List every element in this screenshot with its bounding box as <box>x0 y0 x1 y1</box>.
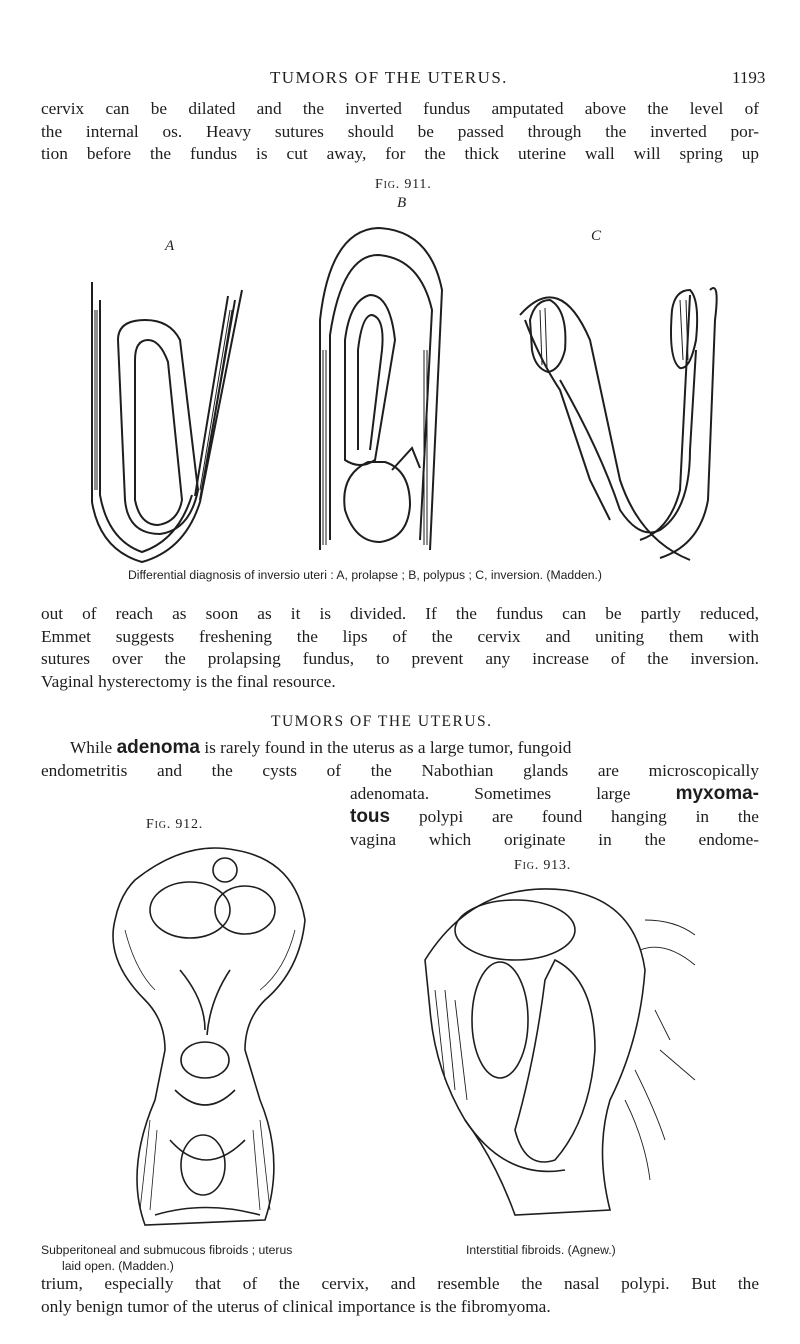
figure-letter-b: B <box>397 195 407 211</box>
term-adenoma: adenoma <box>116 737 200 758</box>
figure-label-912: Fig. 912. <box>146 817 204 832</box>
running-header <box>0 68 800 92</box>
figure-label-911: Fig. 911. <box>375 177 432 192</box>
paragraph-tumors-line5 <box>350 829 759 852</box>
text-line: out of reach as soon as it is divided. If the fundus can be partly reduced, <box>41 604 759 623</box>
polypus-illustration <box>320 228 442 550</box>
prolapse-illustration <box>92 282 242 562</box>
figure-letter-a: A <box>165 238 175 254</box>
paragraph-bottom <box>41 1273 759 1318</box>
text-line: the internal os. Heavy sutures should be passed through the inverted por- <box>41 121 759 141</box>
paragraph-tumors-line4 <box>350 806 759 829</box>
term-tous: tous <box>350 806 391 827</box>
term-myxomatous: myxoma- <box>675 783 759 804</box>
paragraph-tumors-line1 <box>70 737 759 760</box>
text-fragment: adenomata. Sometimes large <box>350 784 631 803</box>
figure-912-caption-line1: Subperitoneal and submucous fibroids ; uterus <box>41 1243 293 1257</box>
text-line: cervix can be dilated and the inverted fundus amputated above the level of <box>41 99 759 118</box>
paragraph-middle <box>41 603 759 693</box>
figure-letter-c: C <box>591 228 602 244</box>
text-fragment: is rarely found in the uterus as a large tumor, fungoid <box>204 738 572 757</box>
inversion-illustration <box>520 288 717 560</box>
text-line: tion before the fundus is cut away, for the thick uterine wall will spring up <box>41 144 759 163</box>
text-fragment: While <box>70 738 113 757</box>
text-line: vagina which originate in the endome- <box>350 830 759 849</box>
page-number: 1193 <box>732 68 766 87</box>
figure-912-drawing <box>95 840 315 1235</box>
paragraph-top <box>41 98 759 166</box>
text-line: Emmet suggests freshening the lips of the cervix and uniting them with <box>41 626 759 646</box>
figure-912-caption-line2: laid open. (Madden.) <box>62 1259 174 1273</box>
text-fragment: polypi are found hanging in the <box>418 807 759 826</box>
text-line: Vaginal hysterectomy is the final resource. <box>41 671 336 691</box>
text-line: endometritis and the cysts of the Nabothian glands are microscopically <box>41 761 759 780</box>
figure-913-drawing <box>395 880 705 1225</box>
figure-911-drawing <box>0 200 800 560</box>
figure-911-caption: Differential diagnosis of inversio uteri : A, prolapse ; B, polypus ; C, inversion. (Madden.) <box>128 568 602 582</box>
paragraph-tumors-line3 <box>350 783 759 806</box>
figure-label-913: Fig. 913. <box>514 858 572 873</box>
section-heading: TUMORS OF THE UTERUS. <box>271 713 493 730</box>
text-line: only benign tumor of the uterus of clinical importance is the fibromyoma. <box>41 1296 551 1316</box>
paragraph-tumors-line2 <box>41 760 759 783</box>
text-line: sutures over the prolapsing fundus, to prevent any increase of the inversion. <box>41 649 759 668</box>
text-line: trium, especially that of the cervix, and resemble the nasal polypi. But the <box>41 1274 759 1293</box>
running-title: TUMORS OF THE UTERUS. <box>270 68 508 87</box>
figure-913-caption: Interstitial fibroids. (Agnew.) <box>466 1243 616 1257</box>
